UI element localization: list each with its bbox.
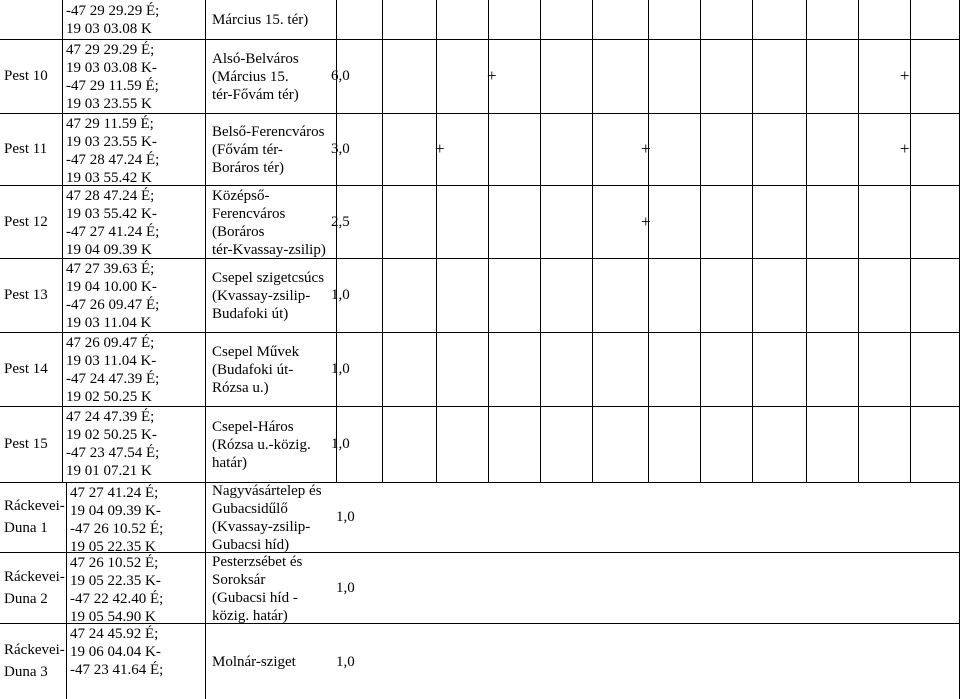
value-text: 1,0 bbox=[336, 579, 355, 596]
coordinate-text: 47 29 29.29 É; bbox=[66, 42, 155, 58]
coordinate-text: 19 05 22.35 K- bbox=[70, 573, 161, 589]
place-text: (Gubacsi híd - bbox=[212, 589, 298, 606]
column-divider bbox=[806, 0, 807, 482]
coordinate-text: 19 01 07.21 K bbox=[66, 463, 152, 479]
place-text: (Budafoki út- bbox=[212, 362, 294, 378]
coordinate-text: 19 04 10.00 K- bbox=[66, 279, 157, 295]
value-text: 6,0 bbox=[331, 68, 350, 84]
coordinate-text: 19 03 55.42 K bbox=[66, 170, 152, 186]
row-divider bbox=[0, 113, 960, 114]
row-divider bbox=[0, 406, 960, 407]
place-text: (Kvassay-zsilip- bbox=[212, 288, 311, 304]
section-name: Pest 15 bbox=[4, 436, 48, 452]
column-divider bbox=[205, 0, 206, 699]
place-text: közig. határ) bbox=[212, 607, 288, 624]
coordinate-text: 19 03 11.04 K bbox=[66, 315, 152, 331]
place-text: határ) bbox=[212, 455, 247, 471]
row-divider bbox=[0, 332, 960, 333]
coordinate-text: 19 05 22.35 K bbox=[70, 539, 156, 555]
column-divider bbox=[700, 0, 701, 482]
row-divider bbox=[0, 482, 960, 483]
value-text: 2,5 bbox=[331, 213, 350, 230]
column-divider bbox=[592, 0, 593, 482]
coordinate-text: 19 04 09.39 K bbox=[66, 242, 152, 258]
column-divider bbox=[436, 0, 437, 482]
coordinate-text: -47 23 47.54 É; bbox=[66, 445, 160, 461]
place-text: Boráros tér) bbox=[212, 160, 285, 176]
section-name: Pest 13 bbox=[4, 287, 48, 303]
place-text: Március 15. tér) bbox=[212, 12, 309, 28]
place-text: Soroksár bbox=[212, 571, 266, 588]
coordinate-text: 19 02 50.25 K- bbox=[66, 427, 157, 443]
plus-mark: + bbox=[487, 66, 497, 85]
place-text: Pesterzsébet és bbox=[212, 553, 303, 570]
place-text: Csepel-Háros bbox=[212, 419, 294, 435]
section-name: Ráckevei- bbox=[4, 568, 65, 585]
section-name: Duna 1 bbox=[4, 520, 48, 536]
place-text: (Fővám tér- bbox=[212, 142, 283, 158]
coordinate-text: -47 26 09.47 É; bbox=[66, 297, 160, 313]
place-text: tér-Kvassay-zsilip) bbox=[212, 241, 326, 258]
row-divider bbox=[0, 39, 960, 40]
column-divider bbox=[382, 0, 383, 482]
coordinate-text: 19 04 09.39 K- bbox=[70, 503, 161, 519]
value-text: 1,0 bbox=[336, 654, 355, 670]
coordinate-text: 47 24 47.39 É; bbox=[66, 409, 155, 425]
place-text: (Boráros bbox=[212, 223, 265, 240]
section-name: Pest 14 bbox=[4, 361, 48, 377]
coordinate-text: -47 24 47.39 É; bbox=[66, 371, 160, 387]
section-name: Ráckevei- bbox=[4, 498, 65, 514]
place-text: Középső- bbox=[212, 187, 270, 204]
coordinate-text: -47 23 41.64 É; bbox=[70, 662, 164, 678]
coordinate-text: 19 03 23.55 K bbox=[66, 96, 152, 112]
coordinate-text: 47 27 39.63 É; bbox=[66, 261, 155, 277]
column-divider bbox=[858, 0, 859, 482]
plus-mark: + bbox=[641, 211, 651, 231]
place-text: Alsó-Belváros bbox=[212, 51, 299, 67]
section-name: Pest 12 bbox=[4, 213, 48, 230]
coordinate-text: -47 22 42.40 É; bbox=[70, 591, 164, 607]
place-text: Gubacsi híd) bbox=[212, 537, 290, 553]
section-name: Duna 3 bbox=[4, 664, 48, 680]
coordinate-text: 19 03 23.55 K- bbox=[66, 134, 157, 150]
column-divider bbox=[752, 0, 753, 482]
place-text: (Rózsa u.-közig. bbox=[212, 437, 311, 453]
place-text: Gubacsidűlő bbox=[212, 501, 288, 517]
column-divider bbox=[540, 0, 541, 482]
section-name: Pest 11 bbox=[4, 141, 48, 157]
place-text: Budafoki út) bbox=[212, 306, 289, 322]
column-divider bbox=[648, 0, 649, 482]
place-text: Molnár-sziget bbox=[212, 654, 296, 670]
coordinate-text: 47 26 09.47 É; bbox=[66, 335, 155, 351]
coordinate-text: 47 24 45.92 É; bbox=[70, 626, 159, 642]
column-divider bbox=[910, 0, 911, 482]
place-text: Ferencváros bbox=[212, 205, 286, 222]
value-text: 3,0 bbox=[331, 141, 350, 157]
value-text: 1,0 bbox=[331, 287, 350, 303]
coordinate-text: 19 03 03.08 K bbox=[66, 21, 152, 37]
column-divider bbox=[66, 482, 67, 699]
coordinate-text: 19 05 54.90 K bbox=[70, 609, 156, 625]
coordinate-text: -47 29 29.29 É; bbox=[66, 3, 160, 19]
coordinate-text: 19 02 50.25 K bbox=[66, 389, 152, 405]
coordinate-text: 19 06 04.04 K- bbox=[70, 644, 161, 660]
place-text: Csepel Művek bbox=[212, 344, 300, 360]
coordinate-text: -47 27 41.24 É; bbox=[66, 224, 160, 240]
place-text: Belső-Ferencváros bbox=[212, 124, 325, 140]
coordinate-text: 19 03 55.42 K- bbox=[66, 206, 157, 222]
coordinate-text: 47 28 47.24 É; bbox=[66, 188, 155, 204]
value-text: 1,0 bbox=[331, 361, 350, 377]
place-text: Rózsa u.) bbox=[212, 380, 269, 396]
plus-mark: + bbox=[900, 66, 910, 85]
coordinate-text: 19 03 03.08 K- bbox=[66, 60, 157, 76]
coordinate-text: 47 27 41.24 É; bbox=[70, 485, 159, 501]
coordinate-text: 47 29 11.59 É; bbox=[66, 116, 154, 132]
place-text: Nagyvásártelep és bbox=[212, 483, 322, 499]
plus-mark: + bbox=[641, 139, 651, 158]
place-text: Csepel szigetcsúcs bbox=[212, 270, 325, 286]
place-text: tér-Fővám tér) bbox=[212, 87, 299, 103]
coordinate-text: 47 26 10.52 É; bbox=[70, 555, 159, 571]
coordinate-text: -47 28 47.24 É; bbox=[66, 152, 160, 168]
coordinate-text: -47 26 10.52 É; bbox=[70, 521, 164, 537]
section-name: Duna 2 bbox=[4, 590, 48, 607]
section-name: Ráckevei- bbox=[4, 642, 65, 658]
plus-mark: + bbox=[900, 139, 910, 158]
section-name: Pest 10 bbox=[4, 68, 48, 84]
coordinate-text: 19 03 11.04 K- bbox=[66, 353, 157, 369]
value-text: 1,0 bbox=[336, 509, 355, 525]
plus-mark: + bbox=[435, 139, 445, 158]
place-text: (Március 15. bbox=[212, 69, 289, 85]
value-text: 1,0 bbox=[331, 436, 350, 452]
column-divider bbox=[62, 0, 63, 482]
coordinate-text: -47 29 11.59 É; bbox=[66, 78, 159, 94]
place-text: (Kvassay-zsilip- bbox=[212, 519, 311, 535]
